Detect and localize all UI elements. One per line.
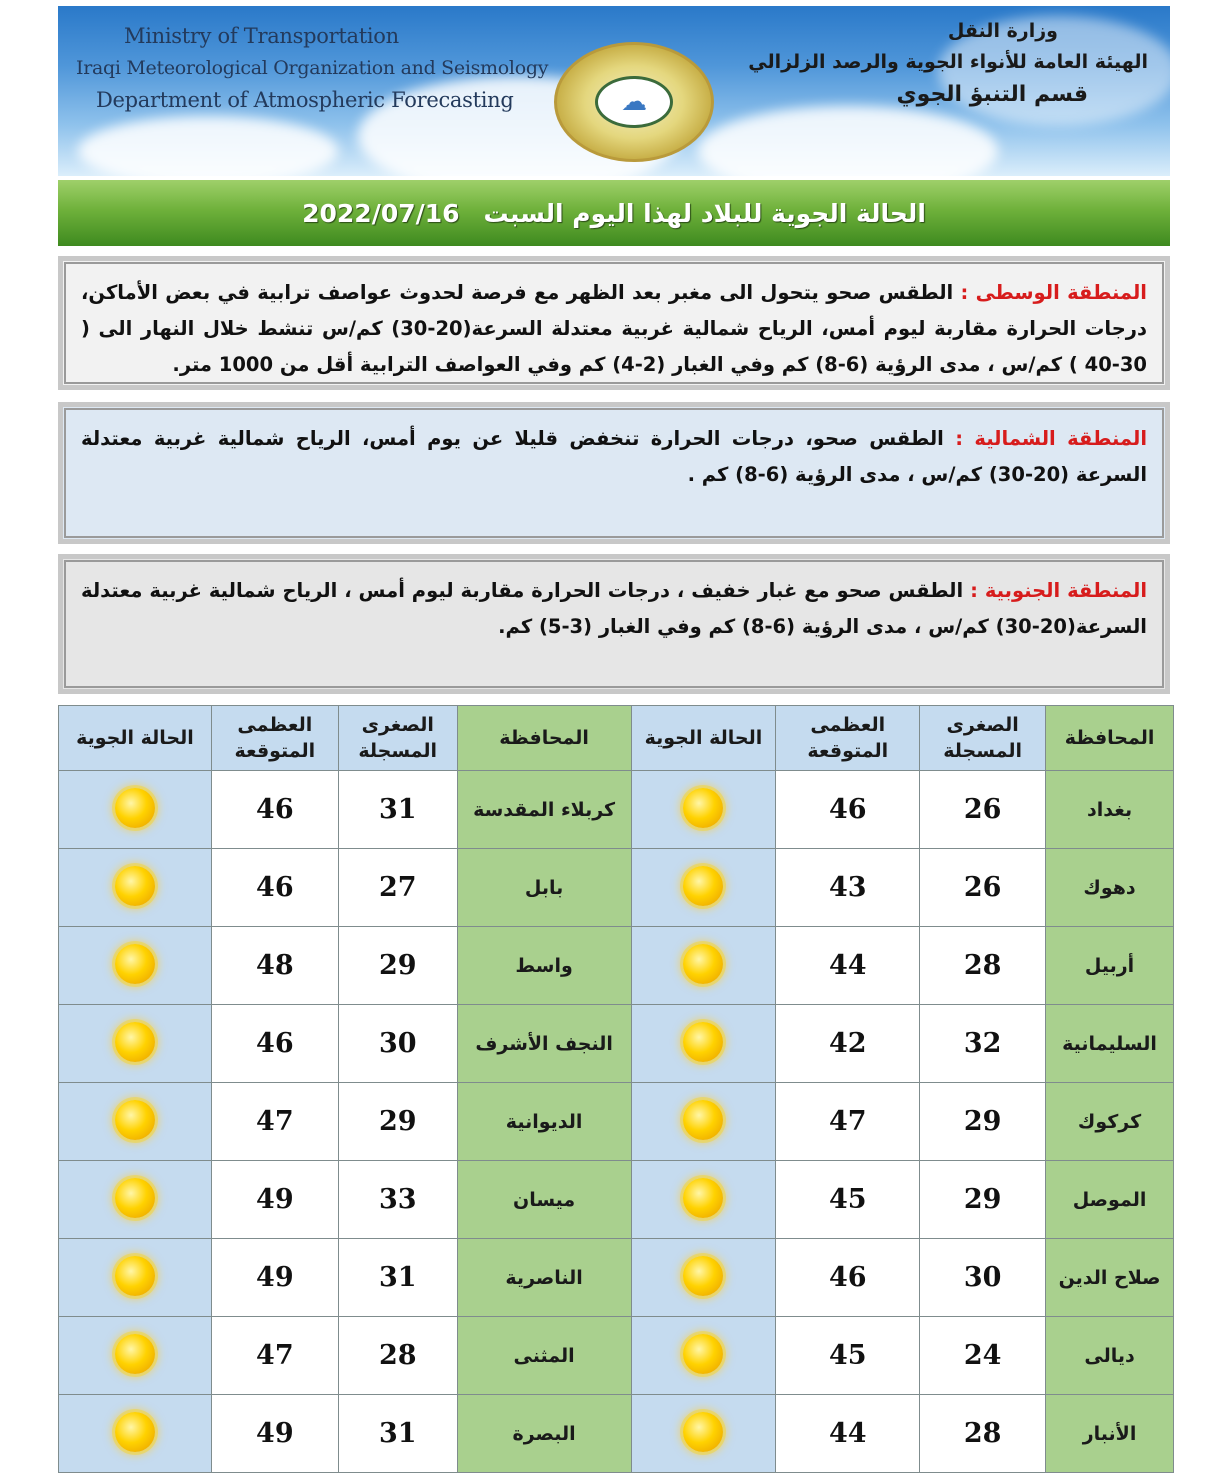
region-south-text: الطقس صحو مع غبار خفيف ، درجات الحرارة مقاربة ليوم أمس ، الرياح شمالية غربية معتدلة السرعة(20-30) كم/س ، مدى الرؤية (6-8) كم وفي الغبار (3-5) كم. (81, 579, 1147, 638)
header-min: الصغرى المسجلة (338, 706, 457, 771)
region-south-name: المنطقة الجنوبية : (970, 579, 1148, 602)
governorate-cell: كربلاء المقدسة (457, 771, 631, 849)
organization-name-ar: الهيئة العامة للأنواء الجوية والرصد الزلزالي (748, 51, 1148, 73)
header-condition: الحالة الجوية (631, 706, 776, 771)
sun-icon (683, 1022, 723, 1062)
sun-icon (115, 944, 155, 984)
min-temp-cell: 28 (920, 1395, 1046, 1473)
max-temp-cell: 47 (211, 1083, 338, 1161)
header-banner (58, 6, 1170, 176)
condition-cell (59, 849, 212, 927)
max-temp-cell: 46 (776, 771, 920, 849)
table-row (59, 849, 1174, 927)
region-north (58, 402, 1170, 544)
cloud-decoration (78, 116, 338, 176)
governorate-cell: بغداد (1046, 771, 1174, 849)
header-condition: الحالة الجوية (59, 706, 212, 771)
governorate-cell: الأنبار (1046, 1395, 1174, 1473)
min-temp-cell: 27 (338, 849, 457, 927)
min-temp-cell: 28 (920, 927, 1046, 1005)
max-temp-cell: 47 (776, 1083, 920, 1161)
condition-cell (631, 1083, 776, 1161)
max-temp-cell: 46 (211, 771, 338, 849)
region-south (58, 554, 1170, 694)
region-central (58, 256, 1170, 390)
max-temp-cell: 46 (776, 1239, 920, 1317)
sun-icon (115, 1022, 155, 1062)
forecast-table (58, 705, 1174, 1473)
min-temp-cell: 31 (338, 1395, 457, 1473)
table-row (59, 771, 1174, 849)
governorate-cell: واسط (457, 927, 631, 1005)
condition-cell (631, 1395, 776, 1473)
sun-icon (683, 788, 723, 828)
sun-icon (115, 1256, 155, 1296)
ministry-name-ar: وزارة النقل (947, 20, 1058, 42)
max-temp-cell: 48 (211, 927, 338, 1005)
governorate-cell: البصرة (457, 1395, 631, 1473)
page-title (58, 180, 1170, 246)
region-north-text: الطقس صحو، درجات الحرارة تنخفض قليلا عن يوم أمس، الرياح شمالية غربية معتدلة السرعة (20-30) كم/س ، مدى الرؤية (6-8) كم . (81, 427, 1147, 486)
sun-icon (683, 1256, 723, 1296)
sun-icon (683, 944, 723, 984)
cloud-decoration (698, 106, 998, 176)
department-name-en: Department of Atmospheric Forecasting (96, 88, 514, 112)
sun-icon (683, 1178, 723, 1218)
governorate-cell: السليمانية (1046, 1005, 1174, 1083)
governorate-cell: الديوانية (457, 1083, 631, 1161)
min-temp-cell: 26 (920, 849, 1046, 927)
min-temp-cell: 29 (338, 927, 457, 1005)
governorate-cell: كركوك (1046, 1083, 1174, 1161)
table-row (59, 1239, 1174, 1317)
condition-cell (59, 1395, 212, 1473)
region-central-name: المنطقة الوسطى : (960, 281, 1147, 304)
condition-cell (59, 927, 212, 1005)
organization-name-en: Iraqi Meteorological Organization and Seismology (76, 57, 549, 79)
condition-cell (631, 927, 776, 1005)
header-arabic (748, 16, 1148, 112)
governorate-cell: دهوك (1046, 849, 1174, 927)
organization-logo (554, 42, 714, 162)
header-governorate: المحافظة (457, 706, 631, 771)
min-temp-cell: 24 (920, 1317, 1046, 1395)
sun-icon (683, 1412, 723, 1452)
sun-icon (115, 1100, 155, 1140)
department-name-ar: قسم التنبؤ الجوي (896, 82, 1088, 107)
title-date: 2022/07/16 (302, 198, 460, 228)
header-governorate: المحافظة (1046, 706, 1174, 771)
max-temp-cell: 45 (776, 1161, 920, 1239)
min-temp-cell: 28 (338, 1317, 457, 1395)
sun-icon (115, 1178, 155, 1218)
min-temp-cell: 29 (920, 1083, 1046, 1161)
condition-cell (631, 1161, 776, 1239)
sun-icon (683, 866, 723, 906)
table-row (59, 1317, 1174, 1395)
header-max: العظمى المتوقعة (776, 706, 920, 771)
table-row (59, 1161, 1174, 1239)
table-row (59, 1395, 1174, 1473)
max-temp-cell: 49 (211, 1161, 338, 1239)
condition-cell (59, 1083, 212, 1161)
governorate-cell: صلاح الدين (1046, 1239, 1174, 1317)
condition-cell (59, 771, 212, 849)
governorate-cell: الناصرية (457, 1239, 631, 1317)
sun-icon (115, 1334, 155, 1374)
condition-cell (59, 1317, 212, 1395)
min-temp-cell: 30 (338, 1005, 457, 1083)
max-temp-cell: 44 (776, 927, 920, 1005)
min-temp-cell: 30 (920, 1239, 1046, 1317)
condition-cell (59, 1239, 212, 1317)
table-header-row (59, 706, 1174, 771)
condition-cell (631, 849, 776, 927)
condition-cell (631, 1317, 776, 1395)
max-temp-cell: 47 (211, 1317, 338, 1395)
max-temp-cell: 46 (211, 1005, 338, 1083)
min-temp-cell: 33 (338, 1161, 457, 1239)
sun-icon (115, 788, 155, 828)
header-min: الصغرى المسجلة (920, 706, 1046, 771)
condition-cell (59, 1005, 212, 1083)
governorate-cell: ميسان (457, 1161, 631, 1239)
region-north-name: المنطقة الشمالية : (955, 427, 1148, 450)
region-central-text: الطقس صحو يتحول الى مغبر بعد الظهر مع فرصة لحدوث عواصف ترابية في بعض الأماكن، درجات الحرارة مقاربة ليوم أمس، الرياح شمالية غربية معتدلة السرعة(20-30) كم/س تنشط خلال النهار الى ( 30-40 ) كم/س ، مدى الرؤية (6-8) كم وفي الغبار (2-4) كم وفي العواصف الترابية أقل من 1000 متر. (81, 281, 1147, 376)
table-row (59, 927, 1174, 1005)
ministry-name-en: Ministry of Transportation (124, 24, 399, 48)
sun-icon (115, 866, 155, 906)
governorate-cell: أربيل (1046, 927, 1174, 1005)
max-temp-cell: 46 (211, 849, 338, 927)
condition-cell (59, 1161, 212, 1239)
min-temp-cell: 26 (920, 771, 1046, 849)
min-temp-cell: 31 (338, 1239, 457, 1317)
max-temp-cell: 49 (211, 1395, 338, 1473)
min-temp-cell: 32 (920, 1005, 1046, 1083)
max-temp-cell: 45 (776, 1317, 920, 1395)
condition-cell (631, 1005, 776, 1083)
max-temp-cell: 42 (776, 1005, 920, 1083)
header-english (76, 20, 548, 116)
governorate-cell: النجف الأشرف (457, 1005, 631, 1083)
sun-icon (683, 1334, 723, 1374)
min-temp-cell: 29 (920, 1161, 1046, 1239)
table-row (59, 1083, 1174, 1161)
max-temp-cell: 43 (776, 849, 920, 927)
min-temp-cell: 31 (338, 771, 457, 849)
governorate-cell: ديالى (1046, 1317, 1174, 1395)
governorate-cell: الموصل (1046, 1161, 1174, 1239)
sun-icon (115, 1412, 155, 1452)
governorate-cell: المثنى (457, 1317, 631, 1395)
weather-logo-icon: ☁ (595, 76, 673, 128)
min-temp-cell: 29 (338, 1083, 457, 1161)
table-row (59, 1005, 1174, 1083)
header-max: العظمى المتوقعة (211, 706, 338, 771)
sun-icon (683, 1100, 723, 1140)
governorate-cell: بابل (457, 849, 631, 927)
title-text: الحالة الجوية للبلاد لهذا اليوم السبت (483, 198, 926, 228)
condition-cell (631, 771, 776, 849)
max-temp-cell: 49 (211, 1239, 338, 1317)
max-temp-cell: 44 (776, 1395, 920, 1473)
condition-cell (631, 1239, 776, 1317)
